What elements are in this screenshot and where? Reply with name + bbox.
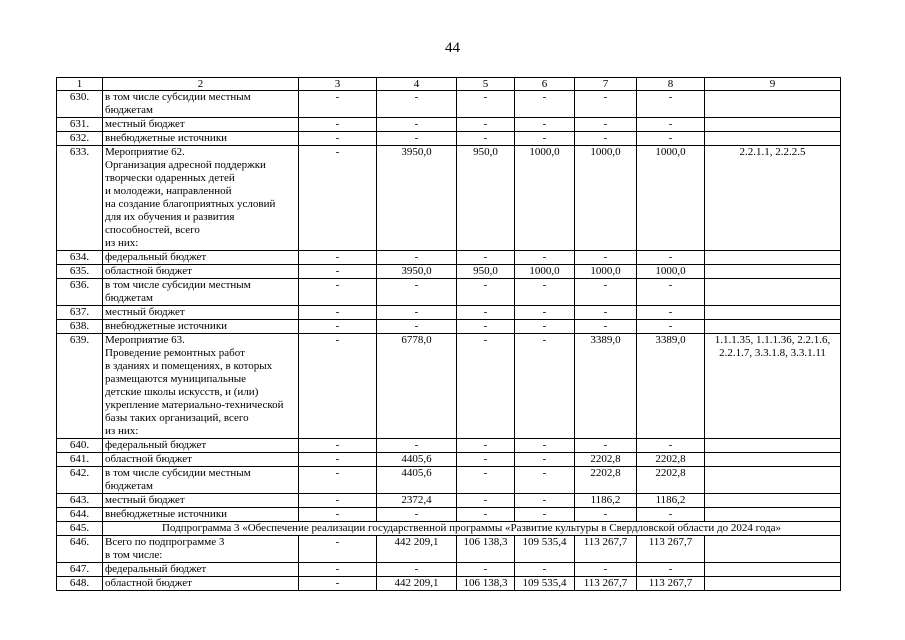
budget-table [56,77,841,591]
cell-col3: - [299,265,377,279]
cell-col6: - [515,334,575,439]
col-header: 2 [103,78,299,91]
cell-col8: - [637,306,705,320]
cell-col3: - [299,91,377,118]
table-row [57,251,841,265]
cell-col6: - [515,279,575,306]
table-row [57,146,841,251]
cell-goal-codes [705,320,841,334]
cell-col6: - [515,91,575,118]
row-number: 648. [57,577,103,591]
cell-col4: - [377,91,457,118]
table-row [57,118,841,132]
cell-col4: 4405,6 [377,453,457,467]
row-name: Мероприятие 63. Проведение ремонтных работ в зданиях и помещениях, в которых размещаются муниципальные детские школы искусств, и (или) укрепление материально-технической базы таких организаций, всего из них: [103,334,299,439]
cell-col7: - [575,508,637,522]
cell-col4: 442 209,1 [377,577,457,591]
cell-col6: 1000,0 [515,146,575,251]
row-name: местный бюджет [103,494,299,508]
cell-col6: 109 535,4 [515,536,575,563]
cell-goal-codes [705,439,841,453]
cell-col5: - [457,453,515,467]
cell-col6: - [515,251,575,265]
table-body [57,91,841,591]
row-name: Мероприятие 62. Организация адресной поддержки творчески одаренных детей и молодежи, направленной на создание благоприятных условий для их обучения и развития способностей, всего из них: [103,146,299,251]
cell-col8: 1186,2 [637,494,705,508]
cell-col6: - [515,563,575,577]
table-row [57,494,841,508]
table-row [57,508,841,522]
cell-col8: 1000,0 [637,146,705,251]
cell-col5: - [457,494,515,508]
col-header: 5 [457,78,515,91]
cell-col4: - [377,132,457,146]
cell-col3: - [299,577,377,591]
cell-col7: 1000,0 [575,146,637,251]
cell-col7: 1000,0 [575,265,637,279]
row-name: в том числе субсидии местным бюджетам [103,279,299,306]
cell-col8: - [637,439,705,453]
cell-col7: - [575,320,637,334]
cell-col3: - [299,467,377,494]
row-name: внебюджетные источники [103,320,299,334]
col-header: 9 [705,78,841,91]
cell-col8: 113 267,7 [637,577,705,591]
cell-col4: 4405,6 [377,467,457,494]
cell-col7: 113 267,7 [575,536,637,563]
cell-goal-codes [705,132,841,146]
cell-col6: - [515,494,575,508]
cell-col4: 6778,0 [377,334,457,439]
row-name: местный бюджет [103,118,299,132]
cell-col5: - [457,118,515,132]
row-number: 636. [57,279,103,306]
row-number: 631. [57,118,103,132]
cell-col7: 2202,8 [575,453,637,467]
cell-col6: - [515,132,575,146]
cell-goal-codes [705,577,841,591]
cell-goal-codes [705,453,841,467]
col-header: 4 [377,78,457,91]
cell-col4: 2372,4 [377,494,457,508]
row-name: федеральный бюджет [103,439,299,453]
cell-col6: - [515,118,575,132]
cell-col4: - [377,279,457,306]
table-row [57,320,841,334]
cell-col7: - [575,563,637,577]
row-number: 647. [57,563,103,577]
col-header: 8 [637,78,705,91]
cell-col3: - [299,494,377,508]
table-row [57,306,841,320]
cell-goal-codes [705,251,841,265]
cell-col3: - [299,251,377,265]
cell-col5: - [457,320,515,334]
cell-col5: 106 138,3 [457,536,515,563]
cell-goal-codes [705,536,841,563]
row-name: в том числе субсидии местным бюджетам [103,91,299,118]
row-name: внебюджетные источники [103,132,299,146]
cell-col7: - [575,279,637,306]
table-row [57,334,841,439]
cell-col6: - [515,508,575,522]
cell-col3: - [299,132,377,146]
cell-col3: - [299,508,377,522]
cell-col6: 109 535,4 [515,577,575,591]
row-number: 645. [57,522,103,536]
cell-col6: - [515,320,575,334]
cell-col8: 1000,0 [637,265,705,279]
cell-col8: 2202,8 [637,467,705,494]
cell-col6: - [515,439,575,453]
cell-col8: - [637,118,705,132]
row-name: областной бюджет [103,577,299,591]
cell-col5: 950,0 [457,265,515,279]
row-number: 632. [57,132,103,146]
cell-col8: - [637,132,705,146]
cell-col8: - [637,251,705,265]
cell-col5: - [457,508,515,522]
col-header: 7 [575,78,637,91]
cell-col3: - [299,334,377,439]
table-row [57,265,841,279]
cell-col3: - [299,306,377,320]
row-number: 638. [57,320,103,334]
table-row [57,467,841,494]
cell-col8: 3389,0 [637,334,705,439]
cell-col5: - [457,251,515,265]
col-header: 3 [299,78,377,91]
cell-col5: - [457,563,515,577]
cell-col3: - [299,563,377,577]
cell-col4: - [377,118,457,132]
cell-col8: - [637,508,705,522]
row-name: федеральный бюджет [103,563,299,577]
cell-col4: - [377,251,457,265]
row-number: 639. [57,334,103,439]
table-row [57,577,841,591]
row-number: 635. [57,265,103,279]
cell-col7: 113 267,7 [575,577,637,591]
row-name: в том числе субсидии местным бюджетам [103,467,299,494]
cell-col4: - [377,306,457,320]
cell-col8: 113 267,7 [637,536,705,563]
cell-col7: 3389,0 [575,334,637,439]
cell-col5: - [457,306,515,320]
cell-col6: - [515,306,575,320]
cell-col5: 106 138,3 [457,577,515,591]
row-number: 633. [57,146,103,251]
cell-col3: - [299,453,377,467]
row-name: федеральный бюджет [103,251,299,265]
row-number: 630. [57,91,103,118]
cell-col8: - [637,279,705,306]
row-number: 634. [57,251,103,265]
cell-col6: 1000,0 [515,265,575,279]
row-name: Всего по подпрограмме 3 в том числе: [103,536,299,563]
cell-col3: - [299,320,377,334]
cell-goal-codes: 1.1.1.35, 1.1.1.36, 2.2.1.6, 2.2.1.7, 3.3.1.8, 3.3.1.11 [705,334,841,439]
cell-col8: - [637,320,705,334]
subprogram-title: Подпрограмма 3 «Обеспечение реализации государственной программы «Развитие культуры в Свердловской области до 2024 года» [103,522,841,536]
cell-col4: - [377,320,457,334]
table-row [57,439,841,453]
cell-goal-codes [705,118,841,132]
cell-goal-codes [705,563,841,577]
cell-goal-codes [705,91,841,118]
subprogram-row [57,522,841,536]
table-row [57,91,841,118]
cell-col4: - [377,563,457,577]
cell-col3: - [299,118,377,132]
row-name: областной бюджет [103,265,299,279]
row-number: 646. [57,536,103,563]
cell-col3: - [299,279,377,306]
cell-col3: - [299,439,377,453]
cell-col7: - [575,439,637,453]
table-row [57,453,841,467]
cell-col4: 3950,0 [377,265,457,279]
row-name: внебюджетные источники [103,508,299,522]
cell-col4: 442 209,1 [377,536,457,563]
cell-col7: - [575,118,637,132]
cell-goal-codes [705,467,841,494]
cell-col5: - [457,439,515,453]
row-number: 637. [57,306,103,320]
cell-goal-codes [705,265,841,279]
cell-col6: - [515,467,575,494]
cell-col7: 2202,8 [575,467,637,494]
row-name: местный бюджет [103,306,299,320]
table-row [57,279,841,306]
cell-col5: - [457,467,515,494]
cell-col6: - [515,453,575,467]
row-number: 641. [57,453,103,467]
cell-col8: 2202,8 [637,453,705,467]
cell-col8: - [637,91,705,118]
header-row [57,78,841,91]
cell-col4: 3950,0 [377,146,457,251]
table-row [57,536,841,563]
cell-goal-codes [705,494,841,508]
cell-col5: - [457,334,515,439]
row-number: 640. [57,439,103,453]
row-number: 644. [57,508,103,522]
cell-col4: - [377,508,457,522]
cell-col7: 1186,2 [575,494,637,508]
cell-col5: 950,0 [457,146,515,251]
table-row [57,132,841,146]
cell-goal-codes: 2.2.1.1, 2.2.2.5 [705,146,841,251]
cell-col5: - [457,91,515,118]
cell-col7: - [575,306,637,320]
cell-col5: - [457,279,515,306]
col-header: 6 [515,78,575,91]
cell-goal-codes [705,279,841,306]
row-number: 643. [57,494,103,508]
cell-col7: - [575,132,637,146]
cell-goal-codes [705,508,841,522]
row-name: областной бюджет [103,453,299,467]
cell-col3: - [299,146,377,251]
col-header: 1 [57,78,103,91]
table-row [57,563,841,577]
cell-goal-codes [705,306,841,320]
row-number: 642. [57,467,103,494]
cell-col4: - [377,439,457,453]
cell-col3: - [299,536,377,563]
cell-col8: - [637,563,705,577]
cell-col5: - [457,132,515,146]
cell-col7: - [575,251,637,265]
cell-col7: - [575,91,637,118]
page-number: 44 [445,40,460,56]
